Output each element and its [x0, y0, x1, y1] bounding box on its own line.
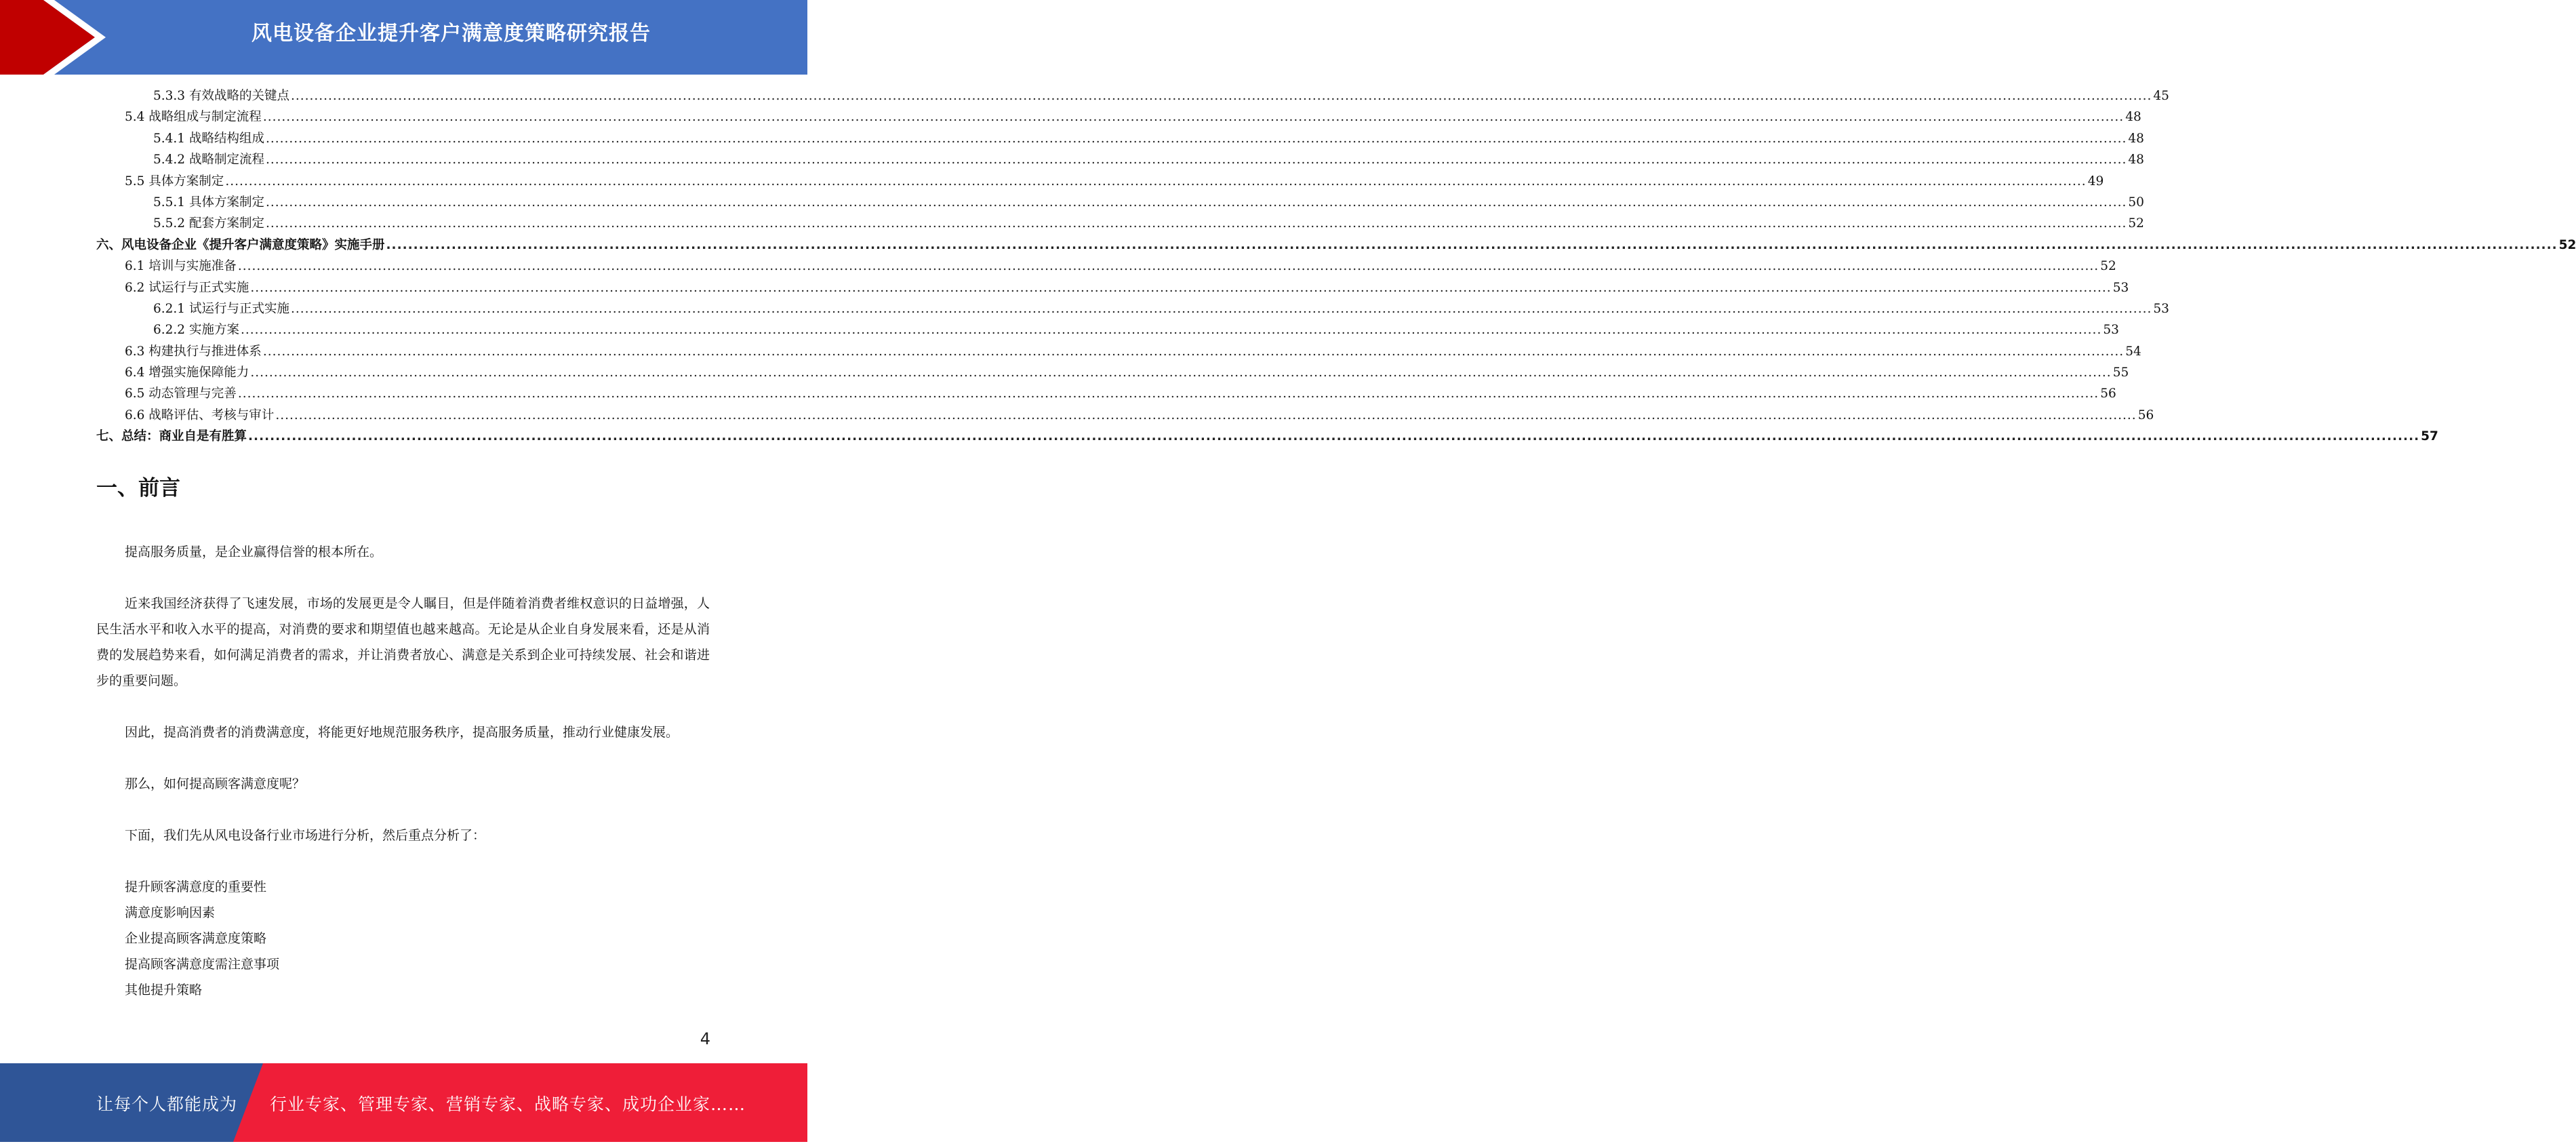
toc-leader-dots: ...............................................................................................................................................................................................................................................................................................................................................................................................................	[265, 131, 2127, 146]
paragraph: 因此，提高消费者的消费满意度，将能更好地规范服务秩序，提高服务质量，推动行业健康发展。	[125, 725, 679, 740]
list-item: 满意度影响因素	[125, 905, 216, 920]
toc-entry[interactable]	[96, 235, 2576, 256]
header-title: 风电设备企业提升客户满意度策略研究报告	[251, 22, 651, 45]
toc-entry[interactable]	[96, 384, 2116, 405]
toc-entry-label: 5.3.3 有效战略的关键点	[153, 89, 289, 103]
toc-entry[interactable]	[96, 342, 2141, 363]
toc-leader-dots: ...............................................................................................................................................................................................................................................................................................................................................................................................................	[290, 89, 2152, 103]
toc-leader-dots: ...............................................................................................................................................................................................................................................................................................................................................................................................................	[250, 365, 2112, 380]
list-item: 提高顾客满意度需注意事项	[125, 957, 280, 972]
toc-entry-page: 57	[2421, 429, 2438, 444]
toc-leader-dots: ...............................................................................................................................................................................................................................................................................................................................................................................................................	[237, 259, 2099, 274]
toc-leader-dots: ...............................................................................................................................................................................................................................................................................................................................................................................................................	[250, 280, 2112, 295]
toc-entry-page: 48	[2128, 131, 2144, 146]
toc-entry-label: 6.2.1 试运行与正式实施	[153, 301, 289, 316]
toc-leader-dots: ...............................................................................................................................................................................................................................................................................................................................................................................................................	[248, 429, 2420, 444]
toc-leader-dots: ...............................................................................................................................................................................................................................................................................................................................................................................................................	[240, 323, 2102, 338]
toc-entry[interactable]	[96, 172, 2104, 193]
toc-entry-label: 5.5 具体方案制定	[125, 174, 224, 189]
toc-entry-page: 52	[2558, 237, 2576, 252]
toc-entry-page: 53	[2112, 280, 2129, 295]
paragraph: 那么，如何提高顾客满意度呢？	[125, 776, 306, 791]
toc-entry-page: 52	[2100, 259, 2116, 274]
toc-leader-dots: ...............................................................................................................................................................................................................................................................................................................................................................................................................	[237, 387, 2099, 401]
toc-leader-dots: ...............................................................................................................................................................................................................................................................................................................................................................................................................	[275, 408, 2137, 422]
toc-entry-label: 6.5 动态管理与完善	[125, 387, 237, 401]
toc-entry-page: 53	[2153, 301, 2169, 316]
toc-entry-label: 6.6 战略评估、考核与审计	[125, 408, 275, 422]
toc-entry-page: 45	[2153, 89, 2169, 103]
toc-entry[interactable]	[96, 150, 2144, 171]
toc-entry-label: 5.5.1 具体方案制定	[153, 195, 264, 210]
toc-entry-page: 49	[2087, 174, 2104, 189]
footer-slogan-right: 行业专家、管理专家、营销专家、战略专家、成功企业家……	[270, 1094, 746, 1114]
toc-entry-page: 52	[2128, 216, 2144, 231]
toc-entry-label: 5.4.1 战略结构组成	[153, 131, 264, 146]
toc-entry[interactable]	[96, 320, 2119, 341]
toc-entry-page: 56	[2137, 408, 2154, 422]
toc-entry-label: 5.4.2 战略制定流程	[153, 153, 264, 167]
toc-entry[interactable]	[96, 406, 2154, 427]
toc-entry-label: 七、总结：商业自是有胜算	[96, 429, 247, 444]
toc-leader-dots: ...............................................................................................................................................................................................................................................................................................................................................................................................................	[290, 301, 2152, 316]
page-header	[0, 0, 807, 75]
toc-entry[interactable]	[96, 256, 2116, 277]
toc-leader-dots: ...............................................................................................................................................................................................................................................................................................................................................................................................................	[265, 216, 2127, 231]
toc-entry[interactable]	[96, 193, 2144, 214]
toc-entry-page: 50	[2128, 195, 2144, 210]
topic-list	[96, 874, 710, 1003]
toc-entry-label: 5.4 战略组成与制定流程	[125, 110, 262, 125]
paragraph: 下面，我们先从风电设备行业市场进行分析，然后重点分析了：	[125, 828, 486, 843]
toc-entry[interactable]	[96, 278, 2129, 299]
toc-entry[interactable]	[96, 86, 2169, 107]
paragraph: 提高服务质量，是企业赢得信誉的根本所在。	[125, 545, 383, 559]
toc-entry-page: 53	[2103, 323, 2119, 338]
toc-entry-label: 6.2.2 实施方案	[153, 323, 239, 338]
paragraph: 近来我国经济获得了飞速发展，市场的发展更是令人瞩目，但是伴随着消费者维权意识的日益增强，人民生活水平和收入水平的提高，对消费的要求和期望值也越来越高。无论是从企业自身发展来看，还是从消费的发展趋势来看，如何满足消费者的需求，并让消费者放心、满意是关系到企业可持续发展、社会和谐进步的重要问题。	[96, 596, 710, 688]
toc-leader-dots: ...............................................................................................................................................................................................................................................................................................................................................................................................................	[262, 344, 2125, 359]
toc-leader-dots: ...............................................................................................................................................................................................................................................................................................................................................................................................................	[265, 153, 2127, 167]
toc-entry-page: 54	[2125, 344, 2141, 359]
list-item: 企业提高顾客满意度策略	[125, 931, 267, 946]
toc-leader-dots: ...............................................................................................................................................................................................................................................................................................................................................................................................................	[225, 174, 2087, 189]
toc-entry-label: 6.4 增强实施保障能力	[125, 365, 249, 380]
section-title: 一、前言	[96, 476, 180, 500]
toc-entry-label: 6.3 构建执行与推进体系	[125, 344, 262, 359]
toc-entry[interactable]	[96, 363, 2129, 384]
section-body	[96, 539, 710, 1003]
toc-leader-dots: ...............................................................................................................................................................................................................................................................................................................................................................................................................	[262, 110, 2125, 125]
toc-entry-label: 六、风电设备企业《提升客户满意度策略》实施手册	[96, 237, 385, 252]
toc-entry[interactable]	[96, 129, 2144, 150]
toc-entry-label: 6.1 培训与实施准备	[125, 259, 237, 274]
toc-entry-page: 48	[2128, 153, 2144, 167]
toc-entry[interactable]	[96, 299, 2169, 320]
toc-entry-page: 55	[2112, 365, 2129, 380]
toc-entry[interactable]	[96, 214, 2144, 235]
toc-entry[interactable]	[96, 427, 2438, 448]
list-item: 其他提升策略	[125, 983, 203, 997]
toc-entry-label: 5.5.2 配套方案制定	[153, 216, 264, 231]
toc-leader-dots: ...............................................................................................................................................................................................................................................................................................................................................................................................................	[265, 195, 2127, 210]
toc-entry[interactable]	[96, 107, 2141, 128]
page-footer	[0, 1063, 807, 1142]
footer-slogan-left: 让每个人都能成为	[96, 1094, 238, 1114]
list-item: 提升顾客满意度的重要性	[125, 880, 267, 894]
toc-leader-dots: ...............................................................................................................................................................................................................................................................................................................................................................................................................	[386, 237, 2558, 252]
toc-entry-label: 6.2 试运行与正式实施	[125, 280, 249, 295]
toc-entry-page: 48	[2125, 110, 2141, 125]
page-number: 4	[700, 1029, 710, 1048]
toc-entry-page: 56	[2100, 387, 2116, 401]
table-of-contents	[96, 86, 2576, 448]
